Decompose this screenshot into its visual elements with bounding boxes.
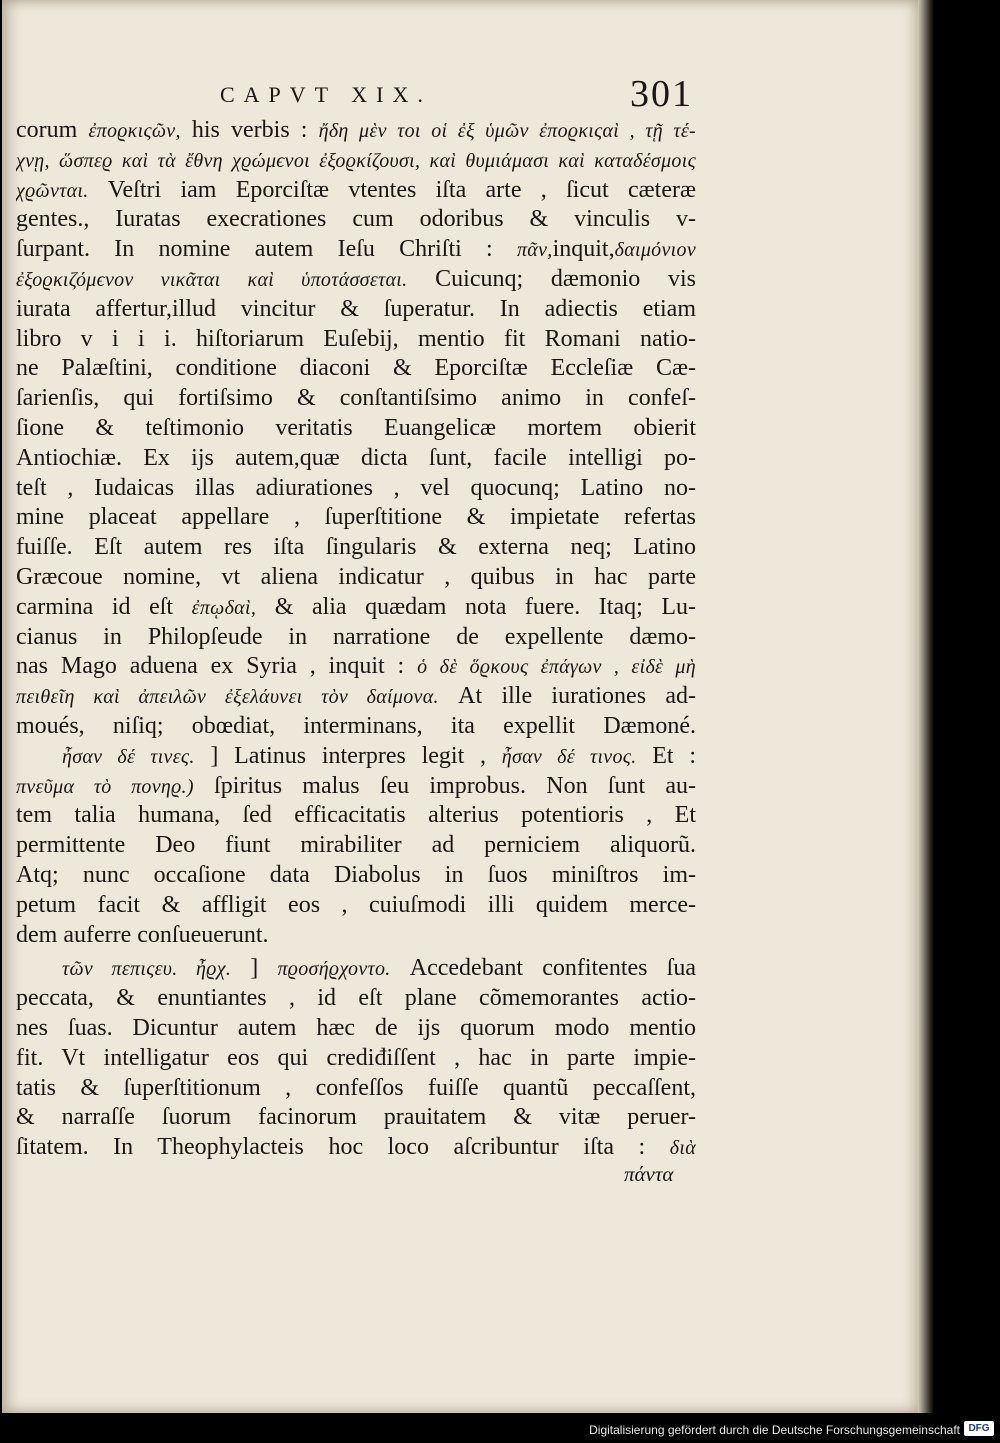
text-line [16, 1133, 696, 1163]
latin-text: teſt , Iudaicas illas adiurationes , vel quocunq; Latino no- [16, 474, 696, 501]
text-line [16, 1044, 696, 1074]
text-line [16, 1014, 696, 1044]
running-head: CAPVT XIX. [220, 82, 432, 107]
text-line [16, 384, 696, 414]
latin-text: fit. Vt intelligatur eos qui crediđiſſent , hac in parte impie- [16, 1044, 696, 1071]
text-line [16, 414, 696, 444]
text-line [16, 954, 696, 984]
text-line [16, 474, 696, 504]
latin-text: At ille iurationes ad- [438, 683, 696, 710]
page-number: 301 [630, 73, 693, 115]
text-line [16, 265, 696, 295]
text-line [16, 921, 696, 951]
latin-text: tatis & ſuperſtitionum , confeſſos fuiſſe quantũ peccaſſent, [16, 1074, 696, 1101]
latin-text: Veſtri iam Eporciſtæ vtentes iſta arte , ſicut cæteræ [88, 176, 696, 203]
greek-text: ἦσαν δέ τινες. [62, 745, 195, 768]
text-line [16, 354, 696, 384]
text-line [16, 146, 696, 176]
greek-text: πᾶν, [516, 239, 553, 262]
latin-text: ne Palæſtini, conditione diaconi & Eporciſtæ Eccleſiæ Cæ- [16, 355, 696, 382]
text-line [16, 235, 696, 265]
text-line [16, 563, 696, 593]
latin-text: tem talia humana, ſed efficacitatis alterius potentioris , Et [16, 802, 696, 829]
latin-text: iurata affertur,illud vincitur & ſuperatur. In adiectis etiam [16, 295, 696, 322]
latin-text: nes ſuas. Dicuntur autem hæc de ijs quorum modo mentio [16, 1014, 696, 1041]
text-line [16, 712, 696, 742]
text-line [16, 682, 696, 712]
latin-text: carmina id eſt [16, 593, 192, 620]
text-line [16, 652, 696, 682]
text-line [16, 116, 696, 146]
text-line [16, 891, 696, 921]
latin-text: cianus in Philopſeude in narratione de expellente dæmo- [16, 623, 696, 650]
text-line [16, 861, 696, 891]
greek-text: ἐπῳδαὶ, [191, 596, 257, 619]
greek-text: χνῃ, ὥσπεϱ καὶ τὰ ἔθνη χϱώμϵνοι ἐξοϱκίζουσι, καὶ θυμιάμασι καὶ καταδέσμοις [16, 149, 696, 172]
latin-text: peccata, & enuntiantes , id eſt plane cõmemorantes actio- [16, 985, 696, 1012]
text-line [16, 533, 696, 563]
latin-text: dem auferre conſueuerunt. [16, 921, 269, 948]
latin-text: Atq; nunc occaſione data Diabolus in ſuos miniſtros im- [16, 861, 696, 888]
page-header [2, 73, 918, 118]
text-line [16, 295, 696, 325]
text-line [16, 831, 696, 861]
text-line [16, 176, 696, 206]
greek-text: πνεῦμα τὸ πονηϱ.) [16, 775, 194, 798]
greek-text: πϱοσήϱχοντο. [277, 958, 391, 981]
text-line [16, 623, 696, 653]
latin-text: ] Latinus interpres legit , [194, 742, 502, 769]
latin-text: ſurpant. In nomine autem Ieſu Chriſti : [16, 236, 517, 263]
greek-text: τῶν πεπιςευ. ἦϱχ. [62, 958, 232, 981]
page-edge [918, 0, 934, 1413]
latin-text: ] [231, 955, 278, 982]
latin-text: corum [16, 117, 89, 143]
greek-text: ἐποϱκιςῶν, [88, 120, 181, 142]
latin-text: nas Mago aduena ex Syria , inquit : [16, 653, 418, 680]
latin-text: Antiochiæ. Ex ijs autem,quæ dicta ſunt, facile intelligi po- [16, 444, 696, 471]
greek-text: πειθεῖη καὶ ἀπειλῶν ἐξελάυνει τὸν δαίμονα. [16, 686, 439, 709]
latin-text: Et : [636, 742, 696, 769]
latin-text: & narraſſe ſuorum facinorum prauitatem & vitæ peruer- [16, 1104, 696, 1131]
text-line [16, 503, 696, 533]
latin-text: moués, niſiq; obœdiat, interminans, ita expellit Dæmoné. [16, 712, 696, 739]
footer-bar [0, 1413, 1000, 1443]
text-line [16, 1074, 696, 1104]
latin-text: gentes., Iuratas execrationes cum odoribus & vinculis v- [16, 206, 696, 233]
greek-text: ἐξοϱκιζόμϵνον νικᾶται καὶ ὑποτάσσεται. [16, 268, 408, 291]
latin-text: inquit, [552, 236, 615, 263]
text-line [16, 444, 696, 474]
latin-text: mine placeat appellare , ſuperſtitione & impietate refertas [16, 504, 696, 531]
text-line [16, 984, 696, 1014]
greek-text: ἤδη μὲν τοι οἱ ἐξ ὑμῶν ἐποϱκιςαὶ , τῇ τέ- [318, 120, 696, 142]
greek-text: ὁ δὲ ὅϱκους ἐπάγων , εἰδὲ μὴ [417, 656, 696, 679]
text-line [16, 772, 696, 802]
latin-text: fuiſſe. Eſt autem res iſta ſingularis & externa neq; Latino [16, 534, 696, 561]
latin-text: his verbis : [180, 117, 319, 143]
greek-text: δαιμόνιον [614, 239, 696, 262]
text-line [16, 801, 696, 831]
text-line [16, 1103, 696, 1133]
latin-text: libro v i i i. hiſtoriarum Euſebij, mentio fit Romani natio- [16, 325, 696, 352]
footer-credit: Digitalisierung gefördert durch die Deutsche Forschungsgemeinschaft [589, 1423, 960, 1437]
text-line [16, 742, 696, 772]
text-line [16, 325, 696, 355]
greek-text: χϱῶνται. [16, 179, 89, 202]
latin-text: ſarienſis, qui fortiſsimo & conſtantiſsimo animo in confeſ- [16, 385, 696, 412]
latin-text: Accedebant confitentes ſua [390, 955, 696, 982]
page-text [16, 116, 696, 1163]
greek-text: διὰ [669, 1137, 696, 1160]
latin-text: Græcoue nomine, vt aliena indicatur , quibus in hac parte [16, 563, 696, 590]
catchword: πάντα [624, 1162, 674, 1186]
greek-text: ἦσαν δέ τινος. [501, 745, 637, 768]
latin-text: ſpiritus malus ſeu improbus. Non ſunt au- [193, 772, 696, 799]
book-page [2, 0, 918, 1413]
latin-text: ſitatem. In Theophylacteis hoc loco aſcribuntur iſta : [16, 1134, 670, 1161]
latin-text: & alia quædam nota fuere. Itaq; Lu- [256, 593, 696, 620]
latin-text: petum facit & affligit eos , cuiuſmodi illi quidem merce- [16, 891, 696, 918]
latin-text: permittente Deo fiunt mirabiliter ad perniciem aliquorũ. [16, 832, 696, 859]
text-line [16, 205, 696, 235]
dfg-logo-icon: DFG [964, 1421, 994, 1436]
latin-text: ſione & teſtimonio veritatis Euangelicæ mortem obierit [16, 414, 696, 441]
latin-text: Cuicunq; dæmonio vis [407, 265, 696, 292]
text-line [16, 593, 696, 623]
